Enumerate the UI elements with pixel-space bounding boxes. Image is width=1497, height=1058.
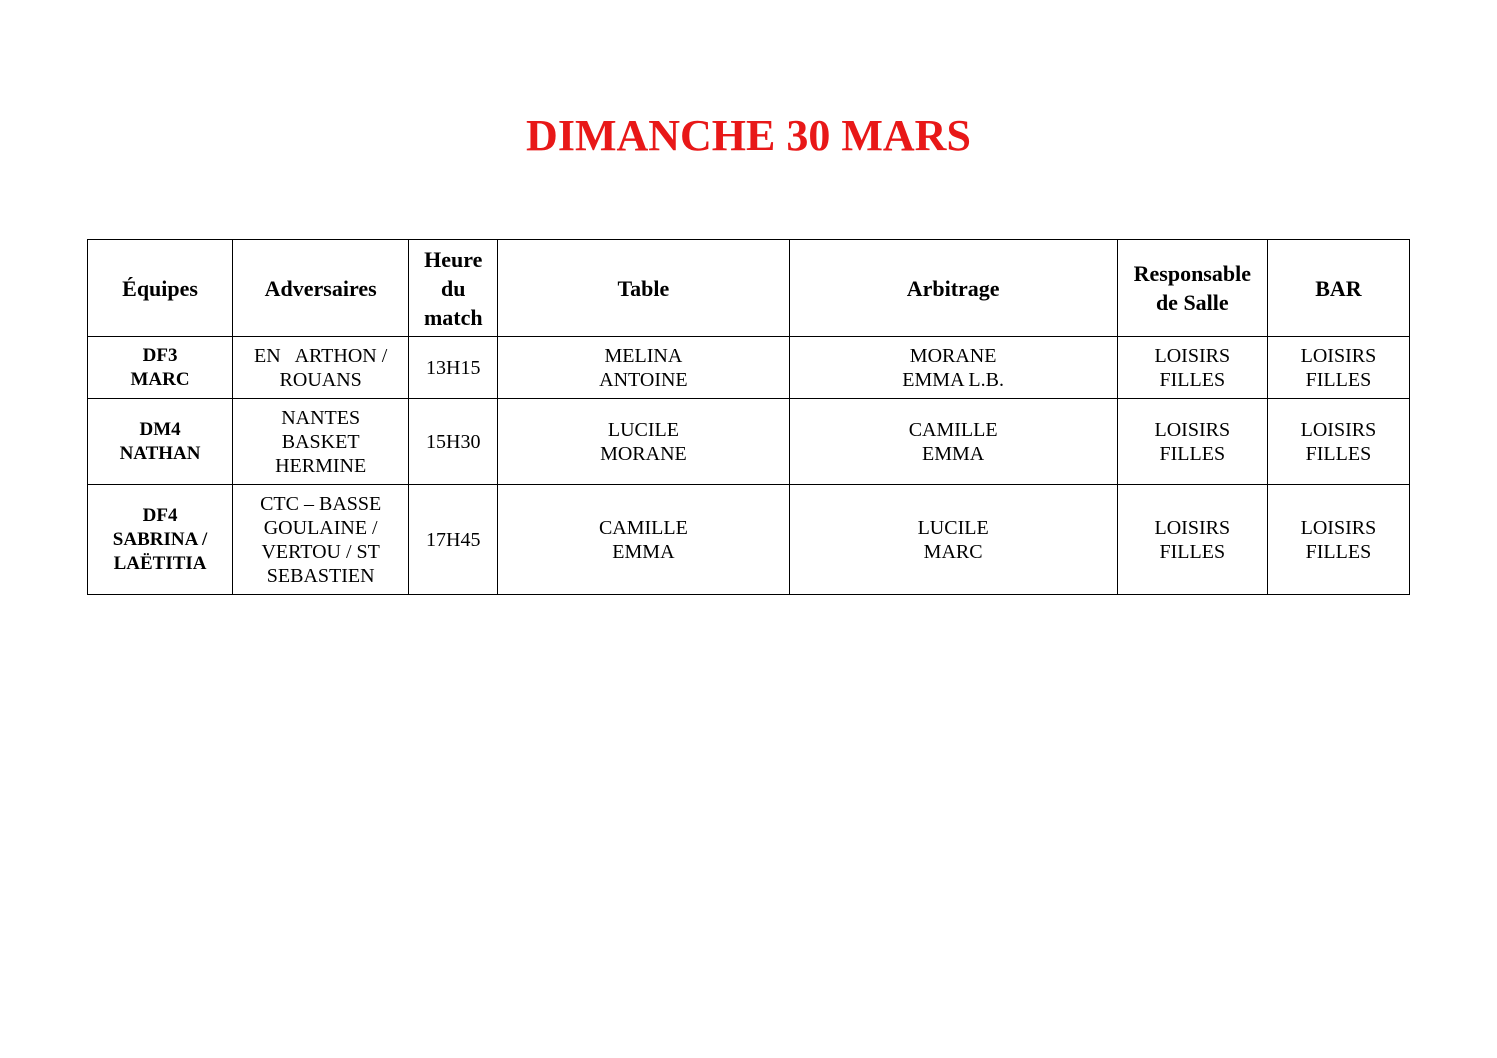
cell-table: LUCILE MORANE (498, 399, 789, 485)
cell-heure: 15H30 (409, 399, 498, 485)
header-bar: BAR (1267, 240, 1409, 337)
cell-adversaires: NANTES BASKET HERMINE (233, 399, 409, 485)
header-arbitrage: Arbitrage (789, 240, 1117, 337)
cell-responsable: LOISIRS FILLES (1117, 485, 1267, 595)
cell-bar: LOISIRS FILLES (1267, 337, 1409, 399)
header-equipes: Équipes (88, 240, 233, 337)
cell-arbitrage: LUCILE MARC (789, 485, 1117, 595)
table-header-row (88, 240, 1410, 337)
header-table: Table (498, 240, 789, 337)
table-row (88, 485, 1410, 595)
cell-arbitrage: CAMILLE EMMA (789, 399, 1117, 485)
page-title: DIMANCHE 30 MARS (526, 111, 971, 160)
header-adversaires: Adversaires (233, 240, 409, 337)
table-row (88, 337, 1410, 399)
schedule-table (87, 239, 1410, 595)
cell-equipe: DF3 MARC (88, 337, 233, 399)
cell-equipe: DF4 SABRINA / LAËTITIA (88, 485, 233, 595)
cell-bar: LOISIRS FILLES (1267, 399, 1409, 485)
cell-adversaires: EN ARTHON / ROUANS (233, 337, 409, 399)
cell-heure: 17H45 (409, 485, 498, 595)
cell-responsable: LOISIRS FILLES (1117, 399, 1267, 485)
cell-equipe: DM4 NATHAN (88, 399, 233, 485)
header-responsable: Responsable de Salle (1117, 240, 1267, 337)
cell-heure: 13H15 (409, 337, 498, 399)
cell-arbitrage: MORANE EMMA L.B. (789, 337, 1117, 399)
cell-table: MELINA ANTOINE (498, 337, 789, 399)
cell-adversaires: CTC – BASSE GOULAINE / VERTOU / ST SEBASTIEN (233, 485, 409, 595)
cell-table: CAMILLE EMMA (498, 485, 789, 595)
table-row (88, 399, 1410, 485)
header-heure: Heure du match (409, 240, 498, 337)
cell-bar: LOISIRS FILLES (1267, 485, 1409, 595)
cell-responsable: LOISIRS FILLES (1117, 337, 1267, 399)
